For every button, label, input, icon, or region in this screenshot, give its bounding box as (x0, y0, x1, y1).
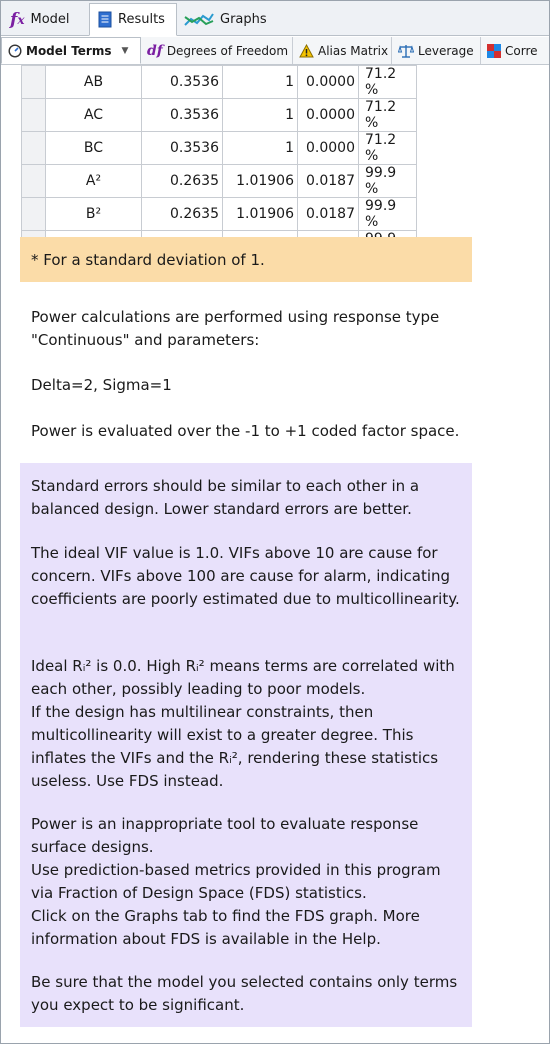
table-body (22, 66, 417, 264)
ri-squared-cell: 0.0187 (298, 198, 359, 231)
text-line: useless. Use FDS instead. (31, 772, 224, 790)
text-line: concern. VIFs above 100 are cause for alarm, indicating (31, 567, 451, 585)
significance-text (31, 971, 471, 1017)
sub-tab-strip (1, 37, 549, 65)
text-line: Standard errors should be similar to each other in a (31, 477, 420, 495)
std-dev-note: * For a standard deviation of 1. (20, 237, 472, 282)
graph-icon (184, 11, 214, 29)
warning-icon (299, 44, 314, 58)
row-header[interactable] (22, 198, 46, 231)
tab-degrees-of-freedom[interactable] (141, 37, 293, 64)
term-cell: BC (46, 132, 142, 165)
power-cell: 71.2 % (359, 132, 417, 165)
text-line: coefficients are poorly estimated due to multicollinearity. (31, 590, 460, 608)
text-line: If the design has multilinear constraints, then (31, 703, 374, 721)
row-header[interactable] (22, 66, 46, 99)
power-cell: 99.9 % (359, 165, 417, 198)
ri-squared-cell: 0.0000 (298, 132, 359, 165)
fx-icon: f x (10, 9, 25, 30)
row-header[interactable] (22, 165, 46, 198)
tab-model-terms-label: Model Terms (26, 43, 112, 58)
power-params-text: Delta=2, Sigma=1 (31, 376, 172, 394)
text-line: inflates the VIFs and the Rᵢ², rendering these statistics (31, 749, 439, 767)
table-row[interactable] (22, 66, 417, 99)
tab-correlation[interactable] (481, 37, 549, 64)
std-error-cell: 0.3536 (142, 66, 223, 99)
vif-cell: 1 (223, 132, 298, 165)
tab-graphs[interactable] (179, 4, 265, 35)
std-error-cell: 0.3536 (142, 99, 223, 132)
vif-cell: 1 (223, 99, 298, 132)
text-line: Power calculations are performed using response type (31, 308, 440, 326)
main-tab-strip (1, 1, 549, 36)
tab-results[interactable] (89, 3, 177, 36)
interpretation-panel (20, 463, 472, 1027)
table-row[interactable] (22, 132, 417, 165)
df-icon: df (147, 42, 163, 59)
text-line: "Continuous" and parameters: (31, 331, 260, 349)
std-error-cell: 0.2635 (142, 198, 223, 231)
ri-squared-cell: 0.0000 (298, 66, 359, 99)
tab-leverage[interactable] (392, 37, 481, 64)
vif-cell: 1 (223, 66, 298, 99)
text-line: Ideal Rᵢ² is 0.0. High Rᵢ² means terms are correlated with (31, 657, 455, 675)
tab-model-terms[interactable] (1, 37, 141, 64)
power-space-text: Power is evaluated over the -1 to +1 coded factor space. (31, 422, 460, 440)
table-row[interactable] (22, 198, 417, 231)
row-header[interactable] (22, 99, 46, 132)
vif-cell: 1.01906 (223, 198, 298, 231)
text-line: via Fraction of Design Space (FDS) statistics. (31, 884, 367, 902)
text-line: each other, possibly leading to poor models. (31, 680, 366, 698)
power-cell: 71.2 % (359, 66, 417, 99)
std-error-text (31, 475, 471, 521)
vif-cell: 1.01906 (223, 165, 298, 198)
tab-model-label: Model (30, 12, 70, 27)
text-line: multicollinearity will exist to a greater degree. This (31, 726, 414, 744)
tab-graphs-label: Graphs (220, 12, 267, 27)
vif-text (31, 542, 471, 611)
tab-results-label: Results (118, 12, 165, 27)
ri-squared-cell: 0.0187 (298, 165, 359, 198)
text-line: balanced design. Lower standard errors are better. (31, 500, 412, 518)
power-cell: 99.9 % (359, 198, 417, 231)
chevron-down-icon[interactable]: ▼ (121, 45, 129, 56)
std-error-cell: 0.2635 (142, 165, 223, 198)
row-header[interactable] (22, 132, 46, 165)
text-line: Be sure that the model you selected contains only terms (31, 973, 458, 991)
text-line: Power is an inappropriate tool to evaluate response (31, 815, 419, 833)
tab-degrees-of-freedom-label: Degrees of Freedom (166, 43, 289, 58)
table-row[interactable] (22, 99, 417, 132)
text-line: information about FDS is available in the Help. (31, 930, 381, 948)
ri-squared-cell: 0.0000 (298, 99, 359, 132)
std-error-cell: 0.3536 (142, 132, 223, 165)
document-icon (98, 11, 112, 28)
balance-icon (398, 44, 414, 58)
power-calc-text (31, 306, 471, 352)
tab-correlation-label: Corre (505, 43, 538, 58)
tab-alias-matrix-label: Alias Matrix (318, 43, 389, 58)
term-cell: AB (46, 66, 142, 99)
term-cell: B² (46, 198, 142, 231)
grid-icon (487, 44, 501, 58)
table-row[interactable] (22, 165, 417, 198)
text-line: Click on the Graphs tab to find the FDS graph. More (31, 907, 420, 925)
text-line: you expect to be significant. (31, 996, 245, 1014)
tab-alias-matrix[interactable] (293, 37, 392, 64)
text-line: surface designs. (31, 838, 154, 856)
power-cell: 71.2 % (359, 99, 417, 132)
gauge-icon (8, 44, 22, 58)
term-cell: AC (46, 99, 142, 132)
power-advice-text (31, 813, 471, 951)
text-line: Use prediction-based metrics provided in this program (31, 861, 441, 879)
tab-model[interactable] (9, 4, 89, 35)
ri-squared-text (31, 655, 471, 793)
tab-leverage-label: Leverage (418, 43, 474, 58)
model-terms-table (21, 65, 417, 264)
term-cell: A² (46, 165, 142, 198)
text-line: The ideal VIF value is 1.0. VIFs above 10 are cause for (31, 544, 438, 562)
